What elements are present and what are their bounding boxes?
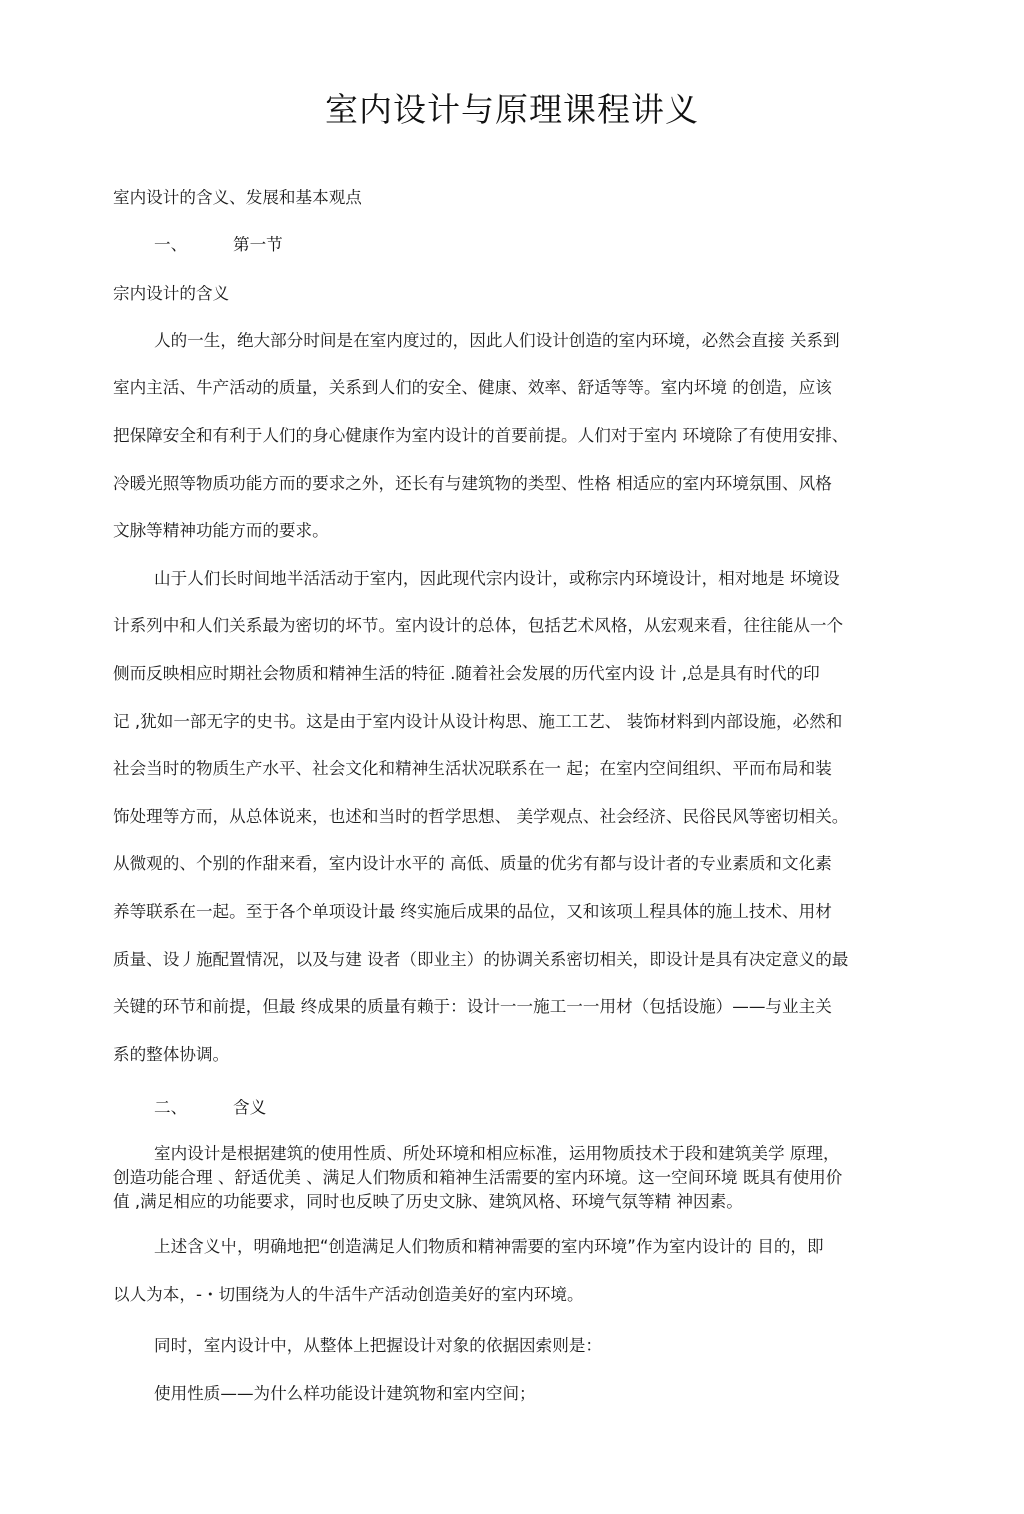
paragraph-line: 室内设计是根据建筑的使用性质、所处环境和相应标准，运用物质技术于段和建筑美学 原理， xyxy=(154,1144,840,1163)
paragraph-line: 冷暖光照等物质功能方而的要求之外，还长有与建筑物的类型、性格 相适应的室内环境氛围、风格 xyxy=(113,474,832,493)
paragraph-line: 计系列中和人们关系最为密切的坏节。室内设计的总体，包括艺术风格，从宏观来看，往往能从一个 xyxy=(113,616,844,635)
paragraph-line: 使用性质——为什么样功能设计建筑物和室内空间； xyxy=(154,1384,536,1403)
paragraph-line: 值 ,满足相应的功能要求，同时也反映了历史文脉、建筑风格、环境气氛等精 神因素。 xyxy=(113,1192,743,1211)
paragraph-line: 社会当时的物质生产水平、社会文化和精神生活状况联系在一 起；在室内空间组织、平而布局和装 xyxy=(113,759,832,778)
subheading: 宗内设计的含义 xyxy=(113,284,230,303)
paragraph-line: 系的整体协调。 xyxy=(113,1045,230,1064)
paragraph-line: 质量、设丿施配置情况，以及与建 设者（即业主）的协调关系密切相关，即设计是具有决定意义的最 xyxy=(113,950,849,969)
chapter-heading: 室内设计的含义、发展和基本观点 xyxy=(113,188,362,207)
paragraph-line: 创造功能合理 、舒适优美 、满足人们物质和箱神生活需要的室内环境。这一空间环境 既具有使用价 xyxy=(113,1168,843,1187)
section-label: 含义 xyxy=(233,1098,267,1117)
page-title: 室内设计与原理课程讲义 xyxy=(325,90,699,129)
paragraph-line: 侧而反映相应时期社会物质和精神生活的特征 .随着社会发展的历代室内设 计 ,总是具有时代的印 xyxy=(113,664,820,683)
paragraph-line: 饰处理等方而，从总体说来，也述和当时的哲学思想、 美学观点、社会经济、民俗民风等密切相关。 xyxy=(113,807,849,826)
paragraph-line: 把保障安全和有利于人们的身心健康作为室内设计的首要前提。人们对于室内 环境除了有使用安排、 xyxy=(113,426,849,445)
section-number: 二、 xyxy=(154,1098,188,1117)
paragraph-line: 上述含义屮，明确地把“创造满足人们物质和精神需要的室内环境”作为室内设计的 目的，即 xyxy=(154,1237,824,1256)
paragraph-line: 人的一生，绝大部分时间是在室内度过的，因此人们设计创造的室内环境，必然会直接 关系到 xyxy=(154,331,840,350)
section-number: 一、 xyxy=(154,235,188,254)
paragraph-line: 同时，室内设计中，从整体上把握设计对象的依据因索则是： xyxy=(154,1336,603,1355)
paragraph-line: 关键的环节和前提，但最 终成果的质量有赖于：设计一一施工一一用材（包括设施）——与业主关 xyxy=(113,997,832,1016)
paragraph-line: 室内主活、牛产活动的质量，关系到人们的安全、健康、效率、舒适等等。室内坏境 的创造，应该 xyxy=(113,378,832,397)
paragraph-line: 养等联系在一起。至于各个单项设计最 终实施后成果的品位，又和该项丄程具体的施丄技术、用材 xyxy=(113,902,832,921)
paragraph-line: 以人为本，-・切围绕为人的牛活牛产活动创造美好的室内环境。 xyxy=(113,1285,584,1304)
section-label: 第一节 xyxy=(233,235,283,254)
paragraph-line: 记 ,犹如一部无字的史书。这是由于室内设计从设计构思、施工工艺、 装饰材料到内部设施，必然和 xyxy=(113,712,843,731)
paragraph-line: 从微观的、个别的作甜来看，室内设计水平的 高低、质量的优劣有都与设计者的专业素质和文化素 xyxy=(113,854,832,873)
paragraph-line: 文脉等精神功能方而的要求。 xyxy=(113,521,329,540)
paragraph-line: 山于人们长时间地半活活动于室内，因此现代宗内设计，或称宗内环境设计，相对地是 坏境设 xyxy=(154,569,840,588)
